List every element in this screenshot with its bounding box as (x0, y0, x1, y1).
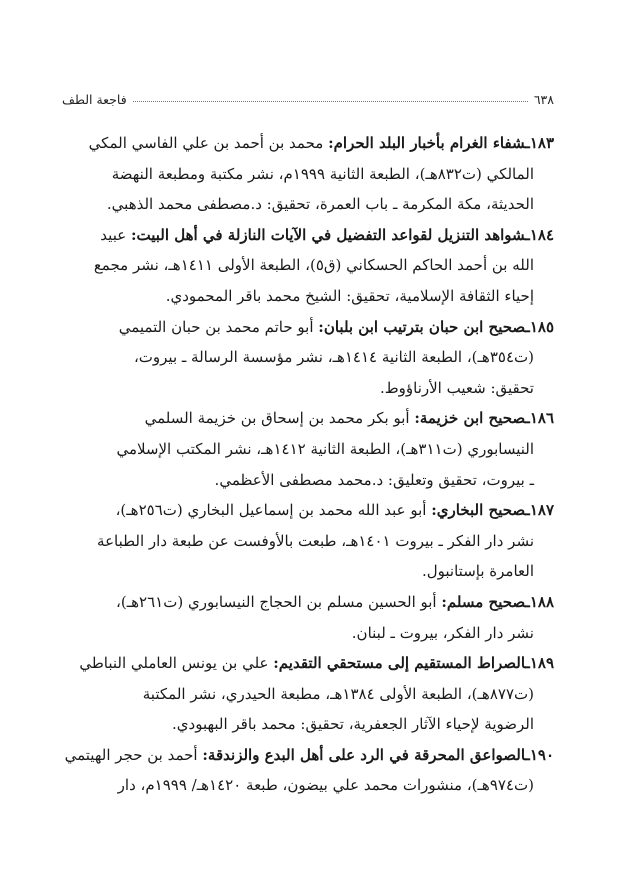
entry-text: تحقيق: شعيب الأرناؤوط. (380, 378, 534, 397)
entry-line (62, 770, 554, 801)
entry-line (62, 709, 554, 740)
entry-title: صحيح ابن خزيمة: (414, 409, 526, 428)
entry-number: ١٨٤ـ (525, 225, 554, 244)
entry-line (62, 128, 554, 159)
entry-text: المالكي (ت٨٣٢هـ)، الطبعة الثانية ١٩٩٩م، نشر مكتبة ومطبعة النهضة (111, 164, 534, 183)
bibliography-list (62, 128, 554, 801)
entry-line (62, 189, 554, 220)
entry-text: (ت٩٧٤هـ)، منشورات محمد علي بيضون، طبعة ١٤٢٠هـ/ ١٩٩٩م، دار (117, 776, 534, 795)
entry-number: ١٨٧ـ (525, 501, 554, 520)
entry-title: الصراط المستقيم إلى مستحقي التقديم: (273, 654, 526, 673)
entry-title: صحيح ابن حبان بترتيب ابن بلبان: (318, 317, 526, 336)
entry-text: ـ بيروت، تحقيق وتعليق: د.محمد مصطفى الأعظمي. (214, 470, 534, 489)
entry-text: أبو حاتم محمد بن حبان التميمي (118, 317, 314, 336)
bibliography-entry (62, 403, 554, 495)
entry-line (62, 281, 554, 312)
entry-line (62, 220, 554, 251)
entry-line (62, 495, 554, 526)
bibliography-entry (62, 312, 554, 404)
entry-text: إحياء الثقافة الإسلامية، تحقيق: الشيخ محمد باقر المحمودي. (165, 286, 534, 305)
entry-number: ١٨٦ـ (525, 409, 554, 428)
entry-text: الله بن أحمد الحاكم الحسكاني (ق٥)، الطبعة الأولى ١٤١١هـ، نشر مجمع (93, 256, 534, 275)
bibliography-entry (62, 495, 554, 587)
bibliography-entry (62, 648, 554, 740)
entry-title: شفاء الغرام بأخبار البلد الحرام: (328, 134, 526, 152)
entry-text: عبيد (100, 225, 127, 244)
entry-number: ١٩٠ـ (525, 745, 554, 764)
entry-line (62, 526, 554, 557)
entry-line (62, 159, 554, 190)
entry-text: الرضوية لإحياء الآثار الجعفرية، تحقيق: محمد باقر البهبودي. (172, 715, 534, 734)
entry-text: نشر دار الفكر، بيروت ـ لبنان. (351, 623, 534, 642)
entry-text: الحديثة، مكة المكرمة ـ باب العمرة، تحقيق: د.مصطفى محمد الذهبي. (106, 195, 534, 214)
entry-text: علي بن يونس العاملي النباطي (79, 654, 269, 673)
entry-text: محمد بن أحمد بن علي الفاسي المكي (88, 134, 324, 152)
entry-line (62, 250, 554, 281)
entry-text: أبو عبد الله محمد بن إسماعيل البخاري (ت٢٥٦هـ)، (115, 501, 427, 520)
entry-line (62, 465, 554, 496)
entry-title: صحيح مسلم: (441, 592, 526, 611)
entry-text: نشر دار الفكر ـ بيروت ١٤٠١هـ، طبعت بالأوفست عن طبعة دار الطباعة (97, 531, 534, 550)
entry-line (62, 403, 554, 434)
entry-text: العامرة بإستانبول. (421, 562, 534, 581)
entry-number: ١٨٩ـ (525, 654, 554, 673)
bibliography-entry (62, 740, 554, 801)
book-title: فاجعة الطف (62, 92, 127, 107)
entry-text: أبو الحسين مسلم بن الحجاج النيسابوري (ت٢٦١هـ)، (116, 592, 437, 611)
entry-line (62, 618, 554, 649)
entry-text: (ت٣٥٤هـ)، الطبعة الثانية ١٤١٤هـ، نشر مؤسسة الرسالة ـ بيروت، (133, 348, 534, 367)
running-header (62, 92, 554, 107)
entry-text: النيسابوري (ت٣١١هـ)، الطبعة الثانية ١٤١٢هـ، نشر المكتب الإسلامي (116, 439, 534, 458)
bibliography-entry (62, 587, 554, 648)
entry-line (62, 587, 554, 618)
entry-text: أحمد بن حجر الهيتمي (64, 745, 198, 764)
entry-title: شواهد التنزيل لقواعد التفضيل في الآيات النازلة في أهل البيت: (130, 225, 526, 244)
entry-line (62, 679, 554, 710)
entry-title: صحيح البخاري: (431, 501, 526, 520)
bibliography-entry (62, 220, 554, 312)
entry-line (62, 556, 554, 587)
page-number: ٦٣٨ (533, 92, 554, 107)
entry-text: (ت٨٧٧هـ)، الطبعة الأولى ١٣٨٤هـ، مطبعة الحيدري، نشر المكتبة (142, 684, 534, 703)
entry-line (62, 434, 554, 465)
entry-line (62, 740, 554, 771)
entry-line (62, 373, 554, 404)
entry-line (62, 342, 554, 373)
entry-number: ١٨٨ـ (525, 592, 554, 611)
entry-line (62, 312, 554, 343)
entry-number: ١٨٥ـ (525, 317, 554, 336)
entry-text: أبو بكر محمد بن إسحاق بن خزيمة السلمي (144, 409, 410, 428)
entry-line (62, 648, 554, 679)
header-leader-dots (133, 101, 528, 102)
entry-title: الصواعق المحرقة في الرد على أهل البدع والزندقة: (202, 745, 526, 764)
entry-number: ١٨٣ـ (525, 134, 554, 152)
bibliography-entry (62, 128, 554, 220)
